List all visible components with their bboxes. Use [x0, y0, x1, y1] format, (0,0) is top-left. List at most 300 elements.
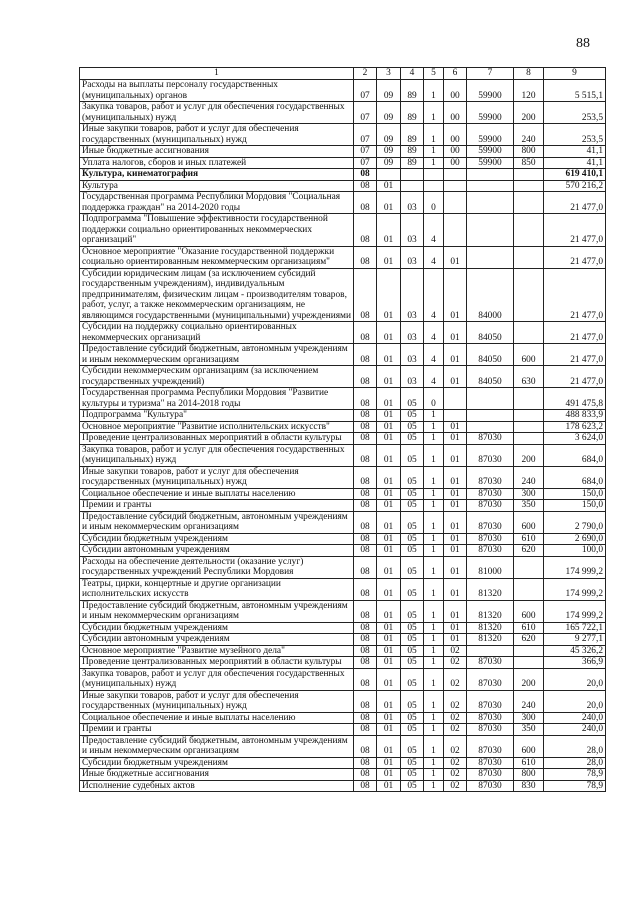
cell-section: 08 — [354, 780, 377, 792]
cell-program: 05 — [401, 488, 424, 500]
cell-direction: 87030 — [467, 724, 514, 736]
cell-subprogram: 1 — [424, 668, 444, 690]
column-header: 5 — [424, 68, 444, 80]
cell-direction: 87030 — [467, 466, 514, 488]
cell-subsection: 01 — [377, 757, 401, 769]
cell-subprogram: 1 — [424, 80, 444, 102]
cell-activity — [444, 169, 467, 181]
cell-subprogram: 1 — [424, 657, 444, 669]
cell-amount: 20,0 — [544, 668, 606, 690]
cell-amount: 45 326,2 — [544, 645, 606, 657]
cell-subprogram: 1 — [424, 421, 444, 433]
cell-subprogram: 1 — [424, 622, 444, 634]
cell-subsection: 01 — [377, 366, 401, 388]
table-row — [80, 769, 606, 781]
cell-activity: 02 — [444, 668, 467, 690]
cell-activity — [444, 410, 467, 422]
cell-activity: 01 — [444, 344, 467, 366]
cell-subprogram: 1 — [424, 124, 444, 146]
table-row — [80, 735, 606, 757]
cell-amount: 41,1 — [544, 146, 606, 158]
cell-direction: 87030 — [467, 780, 514, 792]
cell-direction: 87030 — [467, 769, 514, 781]
cell-section: 07 — [354, 102, 377, 124]
cell-subprogram: 1 — [424, 102, 444, 124]
row-name: Закупка товаров, работ и услуг для обеспечения государственных (муниципальных) нужд — [80, 668, 354, 690]
row-name: Субсидии бюджетным учреждениям — [80, 533, 354, 545]
cell-section: 08 — [354, 214, 377, 247]
cell-activity — [444, 214, 467, 247]
cell-section: 08 — [354, 578, 377, 600]
cell-amount: 684,0 — [544, 444, 606, 466]
cell-activity: 01 — [444, 578, 467, 600]
table-row — [80, 388, 606, 410]
cell-expense-type: 600 — [514, 344, 544, 366]
cell-program: 05 — [401, 433, 424, 445]
cell-direction: 81320 — [467, 634, 514, 646]
table-row — [80, 421, 606, 433]
cell-activity: 01 — [444, 634, 467, 646]
cell-program: 05 — [401, 388, 424, 410]
cell-section: 08 — [354, 192, 377, 214]
cell-activity: 01 — [444, 421, 467, 433]
cell-subprogram: 1 — [424, 488, 444, 500]
row-name: Проведение централизованных мероприятий в области культуры — [80, 433, 354, 445]
cell-activity: 01 — [444, 556, 467, 578]
cell-amount: 165 722,1 — [544, 622, 606, 634]
cell-activity: 02 — [444, 724, 467, 736]
cell-direction: 84050 — [467, 344, 514, 366]
cell-subsection: 09 — [377, 157, 401, 169]
cell-section: 08 — [354, 268, 377, 322]
budget-table — [79, 67, 606, 792]
cell-program: 05 — [401, 769, 424, 781]
cell-section: 08 — [354, 433, 377, 445]
cell-section: 07 — [354, 157, 377, 169]
cell-subprogram: 4 — [424, 268, 444, 322]
cell-section: 08 — [354, 757, 377, 769]
column-header: 1 — [80, 68, 354, 80]
cell-direction: 87030 — [467, 690, 514, 712]
cell-subsection: 01 — [377, 388, 401, 410]
cell-amount: 100,0 — [544, 545, 606, 557]
row-name: Предоставление субсидий бюджетным, автономным учреждениям и иным некоммерческим организациям — [80, 735, 354, 757]
cell-amount: 366,9 — [544, 657, 606, 669]
cell-amount: 21 477,0 — [544, 192, 606, 214]
table-row — [80, 500, 606, 512]
cell-direction — [467, 180, 514, 192]
table-row — [80, 712, 606, 724]
cell-direction — [467, 410, 514, 422]
cell-subprogram: 1 — [424, 600, 444, 622]
cell-subsection: 01 — [377, 622, 401, 634]
cell-section: 08 — [354, 322, 377, 344]
cell-subprogram: 1 — [424, 157, 444, 169]
table-row — [80, 444, 606, 466]
cell-subprogram: 1 — [424, 634, 444, 646]
cell-section: 08 — [354, 545, 377, 557]
cell-expense-type: 610 — [514, 533, 544, 545]
table-row — [80, 657, 606, 669]
cell-program: 05 — [401, 545, 424, 557]
cell-expense-type — [514, 322, 544, 344]
cell-direction — [467, 421, 514, 433]
cell-subsection: 01 — [377, 600, 401, 622]
cell-program: 03 — [401, 192, 424, 214]
cell-subsection: 01 — [377, 488, 401, 500]
cell-section: 07 — [354, 146, 377, 158]
cell-expense-type: 630 — [514, 366, 544, 388]
cell-activity: 01 — [444, 500, 467, 512]
cell-direction: 84050 — [467, 366, 514, 388]
cell-amount: 21 477,0 — [544, 214, 606, 247]
header-row — [80, 68, 606, 80]
cell-program — [401, 169, 424, 181]
cell-section: 08 — [354, 388, 377, 410]
cell-direction: 87030 — [467, 444, 514, 466]
cell-activity — [444, 388, 467, 410]
row-name: Культура — [80, 180, 354, 192]
cell-direction: 87030 — [467, 757, 514, 769]
cell-activity: 02 — [444, 690, 467, 712]
cell-subprogram: 1 — [424, 533, 444, 545]
table-row — [80, 268, 606, 322]
cell-expense-type: 610 — [514, 622, 544, 634]
cell-program: 89 — [401, 157, 424, 169]
cell-expense-type: 300 — [514, 712, 544, 724]
cell-program: 89 — [401, 102, 424, 124]
cell-program: 03 — [401, 214, 424, 247]
cell-amount: 174 999,2 — [544, 600, 606, 622]
cell-subsection: 01 — [377, 268, 401, 322]
table-row — [80, 124, 606, 146]
cell-activity: 02 — [444, 757, 467, 769]
cell-expense-type: 600 — [514, 735, 544, 757]
cell-subprogram: 1 — [424, 444, 444, 466]
cell-direction — [467, 214, 514, 247]
cell-activity: 02 — [444, 780, 467, 792]
cell-subsection: 09 — [377, 102, 401, 124]
cell-subsection: 01 — [377, 645, 401, 657]
cell-section: 08 — [354, 712, 377, 724]
cell-direction: 87030 — [467, 657, 514, 669]
cell-section: 08 — [354, 600, 377, 622]
cell-expense-type: 800 — [514, 769, 544, 781]
cell-subsection: 01 — [377, 780, 401, 792]
table-row — [80, 180, 606, 192]
cell-subprogram: 4 — [424, 214, 444, 247]
cell-expense-type: 120 — [514, 80, 544, 102]
cell-activity: 00 — [444, 146, 467, 158]
cell-amount: 21 477,0 — [544, 366, 606, 388]
cell-subsection: 01 — [377, 410, 401, 422]
cell-subprogram: 1 — [424, 578, 444, 600]
cell-direction: 87030 — [467, 433, 514, 445]
cell-amount: 240,0 — [544, 724, 606, 736]
cell-subsection: 01 — [377, 214, 401, 247]
cell-subprogram: 0 — [424, 388, 444, 410]
page-number: 88 — [576, 36, 590, 51]
cell-program: 05 — [401, 645, 424, 657]
cell-section: 08 — [354, 511, 377, 533]
cell-activity: 01 — [444, 322, 467, 344]
cell-direction: 87030 — [467, 712, 514, 724]
row-name: Иные закупки товаров, работ и услуг для обеспечения государственных (муниципальных) нужд — [80, 124, 354, 146]
row-name: Иные бюджетные ассигнования — [80, 146, 354, 158]
cell-section: 08 — [354, 769, 377, 781]
cell-expense-type: 830 — [514, 780, 544, 792]
cell-activity: 01 — [444, 545, 467, 557]
cell-direction: 84050 — [467, 322, 514, 344]
row-name: Государственная программа Республики Мордовия "Социальная поддержка граждан" на 2014-2020 годы — [80, 192, 354, 214]
cell-expense-type — [514, 657, 544, 669]
row-name: Расходы на выплаты персоналу государственных (муниципальных) органов — [80, 80, 354, 102]
table-row — [80, 488, 606, 500]
table-row — [80, 780, 606, 792]
cell-program: 03 — [401, 246, 424, 268]
row-name: Театры, цирки, концертные и другие организации исполнительских искусств — [80, 578, 354, 600]
cell-subsection: 01 — [377, 246, 401, 268]
cell-activity: 00 — [444, 102, 467, 124]
cell-program: 05 — [401, 668, 424, 690]
cell-expense-type: 600 — [514, 511, 544, 533]
cell-program: 05 — [401, 690, 424, 712]
cell-subsection: 01 — [377, 180, 401, 192]
cell-expense-type — [514, 246, 544, 268]
cell-section: 08 — [354, 410, 377, 422]
row-name: Субсидии бюджетным учреждениям — [80, 757, 354, 769]
cell-program: 05 — [401, 712, 424, 724]
cell-section: 08 — [354, 622, 377, 634]
cell-section: 08 — [354, 366, 377, 388]
table-row — [80, 192, 606, 214]
cell-subsection: 09 — [377, 80, 401, 102]
cell-amount: 9 277,1 — [544, 634, 606, 646]
row-name: Исполнение судебных актов — [80, 780, 354, 792]
table-row — [80, 366, 606, 388]
cell-section: 08 — [354, 556, 377, 578]
cell-direction — [467, 388, 514, 410]
cell-direction: 81320 — [467, 578, 514, 600]
cell-activity: 01 — [444, 600, 467, 622]
cell-direction: 59900 — [467, 146, 514, 158]
cell-expense-type — [514, 192, 544, 214]
cell-direction — [467, 169, 514, 181]
cell-program: 05 — [401, 634, 424, 646]
table-row — [80, 545, 606, 557]
cell-expense-type: 200 — [514, 668, 544, 690]
cell-activity: 01 — [444, 511, 467, 533]
cell-amount: 174 999,2 — [544, 556, 606, 578]
cell-section: 08 — [354, 180, 377, 192]
cell-amount: 570 216,2 — [544, 180, 606, 192]
cell-activity: 02 — [444, 657, 467, 669]
cell-direction: 87030 — [467, 533, 514, 545]
cell-activity: 01 — [444, 622, 467, 634]
table-row — [80, 102, 606, 124]
cell-expense-type: 620 — [514, 545, 544, 557]
cell-activity: 01 — [444, 366, 467, 388]
cell-section: 08 — [354, 724, 377, 736]
cell-expense-type — [514, 180, 544, 192]
cell-subprogram — [424, 180, 444, 192]
cell-program: 03 — [401, 268, 424, 322]
cell-subsection: 01 — [377, 769, 401, 781]
cell-activity — [444, 192, 467, 214]
row-name: Проведение централизованных мероприятий в области культуры — [80, 657, 354, 669]
cell-section: 07 — [354, 80, 377, 102]
cell-program: 05 — [401, 556, 424, 578]
row-name: Уплата налогов, сборов и иных платежей — [80, 157, 354, 169]
cell-program: 05 — [401, 410, 424, 422]
cell-expense-type — [514, 169, 544, 181]
cell-expense-type — [514, 388, 544, 410]
row-name: Премии и гранты — [80, 724, 354, 736]
cell-activity: 01 — [444, 268, 467, 322]
cell-amount: 491 475,8 — [544, 388, 606, 410]
cell-program: 89 — [401, 124, 424, 146]
table-row — [80, 322, 606, 344]
cell-direction: 59900 — [467, 80, 514, 102]
cell-program: 89 — [401, 80, 424, 102]
cell-expense-type: 200 — [514, 102, 544, 124]
cell-subprogram: 1 — [424, 757, 444, 769]
cell-direction: 81320 — [467, 600, 514, 622]
cell-subsection: 01 — [377, 657, 401, 669]
cell-amount: 21 477,0 — [544, 246, 606, 268]
cell-section: 08 — [354, 344, 377, 366]
cell-activity: 01 — [444, 433, 467, 445]
cell-amount: 2 790,0 — [544, 511, 606, 533]
cell-subprogram: 1 — [424, 735, 444, 757]
cell-subprogram: 1 — [424, 545, 444, 557]
cell-subsection: 01 — [377, 634, 401, 646]
cell-section: 08 — [354, 421, 377, 433]
cell-expense-type: 240 — [514, 124, 544, 146]
table-body — [80, 80, 606, 792]
row-name: Закупка товаров, работ и услуг для обеспечения государственных (муниципальных) нужд — [80, 102, 354, 124]
cell-program: 05 — [401, 511, 424, 533]
table-row — [80, 600, 606, 622]
cell-section: 08 — [354, 690, 377, 712]
cell-expense-type: 240 — [514, 466, 544, 488]
cell-program: 03 — [401, 366, 424, 388]
cell-subprogram: 4 — [424, 344, 444, 366]
cell-activity: 02 — [444, 735, 467, 757]
cell-expense-type: 200 — [514, 444, 544, 466]
table-row — [80, 556, 606, 578]
column-header: 9 — [544, 68, 606, 80]
cell-amount: 488 833,9 — [544, 410, 606, 422]
cell-direction: 87030 — [467, 545, 514, 557]
cell-subsection: 01 — [377, 466, 401, 488]
cell-program: 05 — [401, 578, 424, 600]
cell-amount: 28,0 — [544, 757, 606, 769]
table-row — [80, 578, 606, 600]
cell-subprogram: 1 — [424, 500, 444, 512]
cell-activity: 02 — [444, 712, 467, 724]
cell-amount: 78,9 — [544, 780, 606, 792]
cell-direction: 81320 — [467, 622, 514, 634]
table-row — [80, 622, 606, 634]
cell-subprogram: 1 — [424, 433, 444, 445]
cell-expense-type — [514, 214, 544, 247]
column-header: 6 — [444, 68, 467, 80]
cell-activity: 01 — [444, 488, 467, 500]
table-row — [80, 645, 606, 657]
cell-subsection: 01 — [377, 322, 401, 344]
cell-subsection: 01 — [377, 545, 401, 557]
row-name: Субсидии некоммерческим организациям (за исключением государственных учреждений) — [80, 366, 354, 388]
cell-direction: 81000 — [467, 556, 514, 578]
cell-subprogram: 1 — [424, 556, 444, 578]
cell-section: 08 — [354, 657, 377, 669]
cell-subsection: 01 — [377, 712, 401, 724]
cell-program: 05 — [401, 724, 424, 736]
cell-amount: 684,0 — [544, 466, 606, 488]
cell-section: 08 — [354, 246, 377, 268]
cell-amount: 253,5 — [544, 124, 606, 146]
cell-expense-type: 240 — [514, 690, 544, 712]
cell-program: 05 — [401, 444, 424, 466]
table-row — [80, 169, 606, 181]
cell-section: 08 — [354, 533, 377, 545]
cell-subprogram: 1 — [424, 146, 444, 158]
cell-program: 05 — [401, 657, 424, 669]
cell-direction: 59900 — [467, 124, 514, 146]
cell-activity: 00 — [444, 157, 467, 169]
table-row — [80, 466, 606, 488]
cell-section: 08 — [354, 634, 377, 646]
cell-activity — [444, 180, 467, 192]
cell-direction: 84000 — [467, 268, 514, 322]
row-name: Основное мероприятие "Развитие музейного дела" — [80, 645, 354, 657]
cell-direction: 87030 — [467, 511, 514, 533]
cell-subprogram: 0 — [424, 192, 444, 214]
row-name: Субсидии юридическим лицам (за исключением субсидий государственным учреждениям), индивидуальным предпринимателям, физическим лицам - производителям товаров, работ, услуг, а также некоммерческим организациям, не являющимся государственными (муниципальными) учреждениями — [80, 268, 354, 322]
cell-subprogram: 1 — [424, 724, 444, 736]
cell-activity: 00 — [444, 124, 467, 146]
cell-expense-type — [514, 433, 544, 445]
row-name: Субсидии автономным учреждениям — [80, 634, 354, 646]
cell-subprogram: 1 — [424, 410, 444, 422]
cell-subprogram: 1 — [424, 690, 444, 712]
cell-direction: 59900 — [467, 157, 514, 169]
cell-direction: 59900 — [467, 102, 514, 124]
table-row — [80, 668, 606, 690]
cell-subsection: 01 — [377, 690, 401, 712]
cell-amount: 619 410,1 — [544, 169, 606, 181]
table-row — [80, 511, 606, 533]
cell-program: 05 — [401, 780, 424, 792]
cell-activity: 02 — [444, 769, 467, 781]
row-name: Иные закупки товаров, работ и услуг для обеспечения государственных (муниципальных) нужд — [80, 466, 354, 488]
cell-expense-type — [514, 645, 544, 657]
table-row — [80, 80, 606, 102]
cell-amount: 5 515,1 — [544, 80, 606, 102]
cell-program: 03 — [401, 344, 424, 366]
cell-subprogram: 4 — [424, 246, 444, 268]
cell-subsection: 01 — [377, 668, 401, 690]
cell-section: 08 — [354, 668, 377, 690]
row-name: Иные закупки товаров, работ и услуг для обеспечения государственных (муниципальных) нужд — [80, 690, 354, 712]
cell-subsection: 09 — [377, 146, 401, 158]
table-row — [80, 344, 606, 366]
cell-direction — [467, 246, 514, 268]
column-header: 8 — [514, 68, 544, 80]
cell-expense-type — [514, 268, 544, 322]
cell-amount: 150,0 — [544, 500, 606, 512]
